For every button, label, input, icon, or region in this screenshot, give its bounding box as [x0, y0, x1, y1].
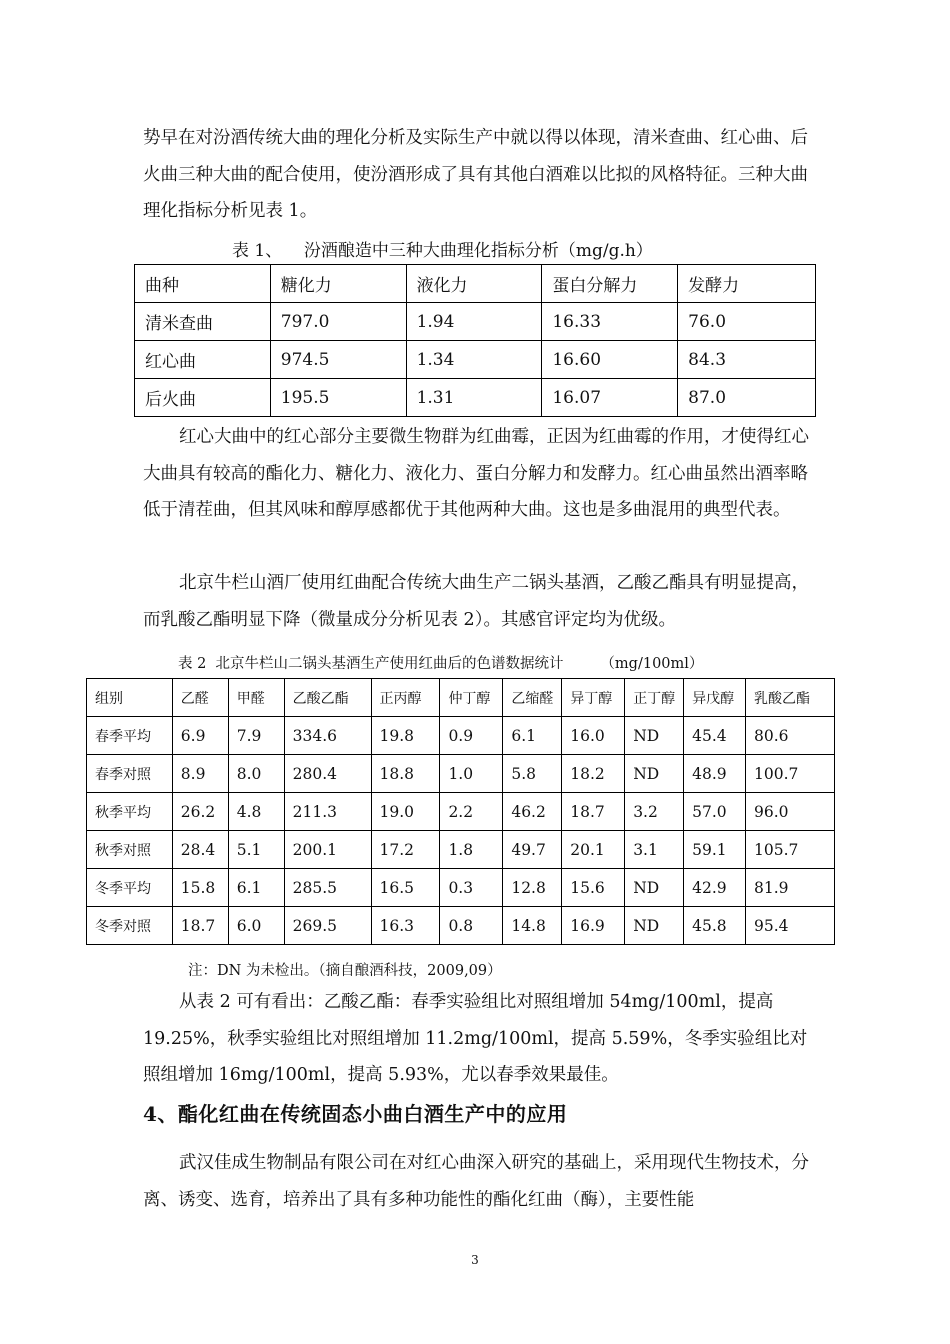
- table2-cell: 19.8: [371, 717, 440, 755]
- table2-cell: 15.6: [562, 869, 625, 907]
- page-number: 3: [471, 1253, 479, 1267]
- table2-cell: 14.8: [503, 907, 562, 945]
- paragraph-red-heart-qu: 红心大曲中的红心部分主要微生物群为红曲霉，正因为红曲霉的作用，才使得红心大曲具有较高的酯化力、糖化力、液化力、蛋白分解力和发酵力。红心曲虽然出酒率略低于清茬曲，但其风味和醇厚感都优于其他两种大曲。这也是多曲混用的典型代表。: [143, 427, 809, 520]
- table2-cell: 0.9: [440, 717, 503, 755]
- table2-header-cell: 异戊醇: [684, 679, 746, 717]
- table1-row: [135, 303, 816, 341]
- table2-cell: 0.3: [440, 869, 503, 907]
- paragraph-wuhan-jiacheng: 武汉佳成生物制品有限公司在对红心曲深入研究的基础上，采用现代生物技术，分离、诱变、选育，培养出了具有多种功能性的酯化红曲（酶），主要性能: [143, 1153, 809, 1210]
- table2-cell: ND: [625, 717, 684, 755]
- table2-cell: 18.2: [562, 755, 625, 793]
- table2-cell: 12.8: [503, 869, 562, 907]
- table2-header-cell: 乳酸乙酯: [746, 679, 835, 717]
- table1-cell: 后火曲: [135, 379, 271, 417]
- table2-cell: 211.3: [284, 793, 371, 831]
- table2-cell: 59.1: [684, 831, 746, 869]
- table2-cell: 1.8: [440, 831, 503, 869]
- table2-row: [87, 831, 835, 869]
- table2-row: [87, 755, 835, 793]
- table2-cell: 49.7: [503, 831, 562, 869]
- table2-cell: 20.1: [562, 831, 625, 869]
- table2: [86, 678, 835, 945]
- table2-row: [87, 869, 835, 907]
- table2-cell: 95.4: [746, 907, 835, 945]
- table2-cell: 1.0: [440, 755, 503, 793]
- table1-cell: 16.33: [542, 303, 678, 341]
- table1-cell: 16.60: [542, 341, 678, 379]
- table2-row-label: 春季平均: [87, 717, 173, 755]
- table2-cell: 8.0: [228, 755, 284, 793]
- table2-header-cell: 乙醛: [172, 679, 228, 717]
- table1-cell: 87.0: [678, 379, 816, 417]
- table2-cell: 6.1: [228, 869, 284, 907]
- table2-cell: 45.4: [684, 717, 746, 755]
- table2-header-cell: 乙酸乙酯: [284, 679, 371, 717]
- table2-note: 注：DN 为未检出。（摘自酿酒科技，2009,09）: [188, 963, 502, 979]
- table1-cell: 1.94: [406, 303, 542, 341]
- table1-header-cell: 曲种: [135, 265, 271, 303]
- table2-header-cell: 正丁醇: [625, 679, 684, 717]
- table2-cell: 16.9: [562, 907, 625, 945]
- table2-cell: 3.2: [625, 793, 684, 831]
- table2-cell: 269.5: [284, 907, 371, 945]
- table2-row: [87, 907, 835, 945]
- table1-header-cell: 蛋白分解力: [542, 265, 678, 303]
- table2-cell: 7.9: [228, 717, 284, 755]
- table1-row: [135, 341, 816, 379]
- table2-cell: 45.8: [684, 907, 746, 945]
- table1-cell: 195.5: [270, 379, 406, 417]
- table1-cell: 清米查曲: [135, 303, 271, 341]
- table2-cell: 26.2: [172, 793, 228, 831]
- paragraph-niulanshan: 北京牛栏山酒厂使用红曲配合传统大曲生产二锅头基酒，乙酸乙酯具有明显提高，而乳酸乙酯明显下降（微量成分分析见表 2）。其感官评定均为优级。: [143, 573, 809, 630]
- table2-cell: 105.7: [746, 831, 835, 869]
- table2-row-label: 春季对照: [87, 755, 173, 793]
- table2-cell: 5.8: [503, 755, 562, 793]
- table2-cell: 100.7: [746, 755, 835, 793]
- table2-cell: 16.3: [371, 907, 440, 945]
- table2-cell: 16.5: [371, 869, 440, 907]
- table2-row-label: 秋季平均: [87, 793, 173, 831]
- table1-header-row: [135, 265, 816, 303]
- table2-header-cell: 正丙醇: [371, 679, 440, 717]
- table2-cell: 80.6: [746, 717, 835, 755]
- table2-caption: 表 2 北京牛栏山二锅头基酒生产使用红曲后的色谱数据统计 （mg/100ml）: [178, 656, 704, 672]
- table2-row: [87, 717, 835, 755]
- table2-cell: 4.8: [228, 793, 284, 831]
- table1-header-cell: 发酵力: [678, 265, 816, 303]
- table2-cell: 8.9: [172, 755, 228, 793]
- paragraph-analysis: 从表 2 可有看出：乙酸乙酯：春季实验组比对照组增加 54mg/100ml，提高 19.25%，秋季实验组比对照组增加 11.2mg/100ml，提高 5.59%，冬季实验组比对照组增加 16mg/100ml，提高 5.93%，尤以春季效果最佳。: [143, 992, 808, 1085]
- table2-cell: 17.2: [371, 831, 440, 869]
- table2-cell: 5.1: [228, 831, 284, 869]
- table2-cell: 57.0: [684, 793, 746, 831]
- table2-cell: 6.0: [228, 907, 284, 945]
- table2-cell: 48.9: [684, 755, 746, 793]
- table2-cell: 0.8: [440, 907, 503, 945]
- table2-cell: ND: [625, 907, 684, 945]
- table2-row: [87, 793, 835, 831]
- table2-header-cell: 仲丁醇: [440, 679, 503, 717]
- table2-cell: 16.0: [562, 717, 625, 755]
- paragraph-continuation: 势早在对汾酒传统大曲的理化分析及实际生产中就以得以体现，清米查曲、红心曲、后火曲三种大曲的配合使用，使汾酒形成了具有其他白酒难以比拟的风格特征。三种大曲理化指标分析见表 1。: [143, 128, 808, 221]
- table1-row: [135, 379, 816, 417]
- table1-cell: 16.07: [542, 379, 678, 417]
- table2-row-label: 冬季平均: [87, 869, 173, 907]
- table2-cell: 18.7: [562, 793, 625, 831]
- table2-cell: 96.0: [746, 793, 835, 831]
- table1-cell: 76.0: [678, 303, 816, 341]
- table2-header-row: [87, 679, 835, 717]
- table2-header-cell: 异丁醇: [562, 679, 625, 717]
- table2-header-cell: 甲醛: [228, 679, 284, 717]
- section-heading: 4、酯化红曲在传统固态小曲白酒生产中的应用: [143, 1102, 568, 1126]
- table1-cell: 1.34: [406, 341, 542, 379]
- table2-cell: ND: [625, 755, 684, 793]
- table1-caption: 表 1、 汾酒酿造中三种大曲理化指标分析（mg/g.h）: [232, 241, 653, 261]
- table2-cell: 28.4: [172, 831, 228, 869]
- table2-cell: 19.0: [371, 793, 440, 831]
- table1-cell: 797.0: [270, 303, 406, 341]
- table2-cell: 81.9: [746, 869, 835, 907]
- table1-header-cell: 糖化力: [270, 265, 406, 303]
- table2-cell: ND: [625, 869, 684, 907]
- table2-cell: 6.1: [503, 717, 562, 755]
- table1-cell: 974.5: [270, 341, 406, 379]
- table1-cell: 84.3: [678, 341, 816, 379]
- table2-header-cell: 乙缩醛: [503, 679, 562, 717]
- table2-cell: 46.2: [503, 793, 562, 831]
- table1-header-cell: 液化力: [406, 265, 542, 303]
- table1: [134, 264, 816, 417]
- table2-cell: 285.5: [284, 869, 371, 907]
- table2-header-cell: 组别: [87, 679, 173, 717]
- table2-cell: 15.8: [172, 869, 228, 907]
- table2-cell: 280.4: [284, 755, 371, 793]
- table2-cell: 200.1: [284, 831, 371, 869]
- table2-cell: 18.8: [371, 755, 440, 793]
- table2-cell: 42.9: [684, 869, 746, 907]
- table2-cell: 6.9: [172, 717, 228, 755]
- table1-cell: 1.31: [406, 379, 542, 417]
- table1-cell: 红心曲: [135, 341, 271, 379]
- table2-cell: 18.7: [172, 907, 228, 945]
- table2-cell: 3.1: [625, 831, 684, 869]
- table2-cell: 334.6: [284, 717, 371, 755]
- table2-row-label: 秋季对照: [87, 831, 173, 869]
- table2-row-label: 冬季对照: [87, 907, 173, 945]
- table2-cell: 2.2: [440, 793, 503, 831]
